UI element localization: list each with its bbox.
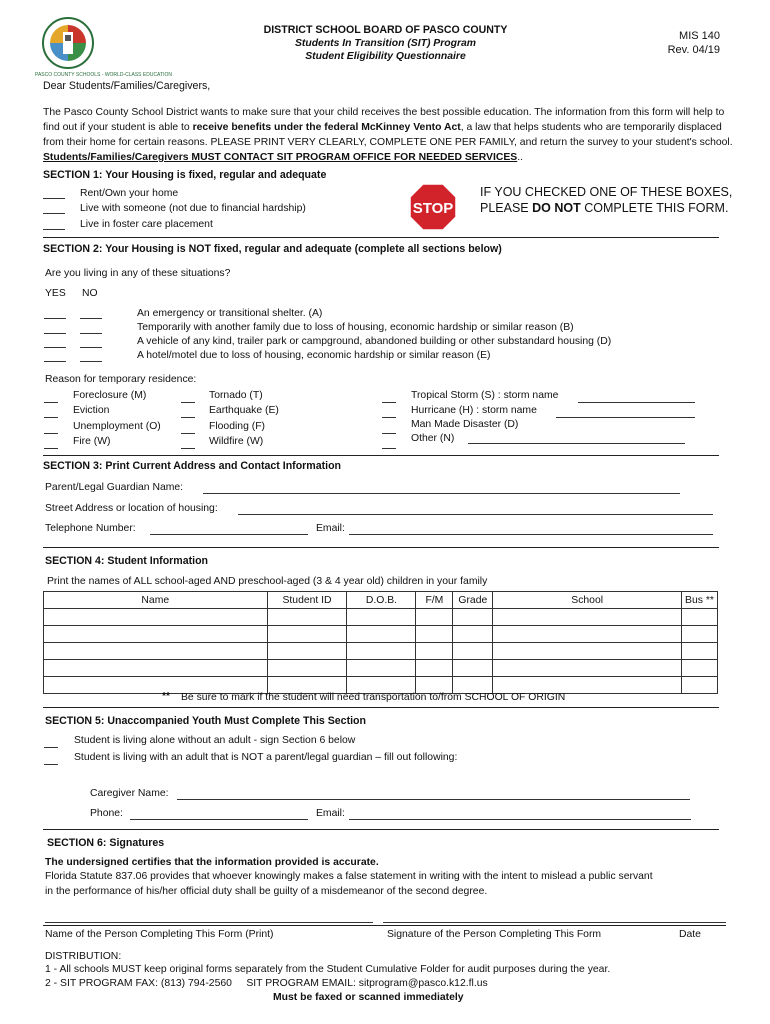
divider: [43, 707, 719, 708]
reason-checkbox[interactable]: [382, 448, 396, 449]
section5-checkbox[interactable]: [44, 764, 58, 765]
address-field[interactable]: [238, 514, 713, 515]
email-field[interactable]: [349, 534, 713, 535]
warning-line1: IF YOU CHECKED ONE OF THESE BOXES,: [480, 185, 733, 199]
storm-name-field[interactable]: [578, 402, 695, 403]
stop-sign-icon: [409, 183, 457, 231]
reason-item: Fire (W): [73, 436, 111, 447]
reason-checkbox[interactable]: [382, 417, 396, 418]
yes-checkbox[interactable]: [44, 347, 66, 348]
yes-checkbox[interactable]: [44, 361, 66, 362]
form-revision: Rev. 04/19: [667, 44, 720, 56]
reason-item: Other (N): [411, 433, 455, 444]
reason-item: Earthquake (E): [209, 405, 279, 416]
reason-checkbox[interactable]: [44, 433, 58, 434]
divider: [43, 455, 719, 456]
table-header-row: [44, 592, 718, 609]
section1-option: Live with someone (not due to financial hardship): [80, 203, 306, 214]
section1-checkbox[interactable]: [43, 213, 65, 214]
col-header: F/M: [416, 592, 453, 609]
reason-item: Eviction: [73, 405, 110, 416]
reason-checkbox[interactable]: [44, 417, 58, 418]
transport-note: Be sure to mark if the student will need transportation to/from SCHOOL OF ORIGIN: [181, 692, 566, 703]
no-checkbox[interactable]: [80, 318, 102, 319]
caregiver-label: Caregiver Name:: [90, 788, 169, 799]
reason-item: Tropical Storm (S) : storm name: [411, 390, 559, 401]
table-row[interactable]: [44, 643, 718, 660]
distribution-line2: 2 - SIT PROGRAM FAX: (813) 794-2560 SIT PROGRAM EMAIL: sitprogram@pasco.k12.fl.us: [45, 978, 488, 989]
divider: [43, 925, 726, 926]
situation-item: A hotel/motel due to loss of housing, economic hardship or similar reason (E): [137, 350, 491, 361]
caregiver-phone-label: Phone:: [90, 808, 123, 819]
statute-line2: in the performance of his/her official duty shall be guilty of a misdemeanor of the second degree.: [45, 886, 488, 897]
reason-checkbox[interactable]: [181, 402, 195, 403]
caregiver-name-field[interactable]: [177, 799, 690, 800]
caregiver-phone-field[interactable]: [130, 819, 308, 820]
reason-item: Tornado (T): [209, 390, 263, 401]
phone-label: Telephone Number:: [45, 523, 136, 534]
signature-label: Signature of the Person Completing This Form: [387, 929, 602, 940]
reason-label: Reason for temporary residence:: [45, 374, 197, 385]
warning-line2: PLEASE DO NOT COMPLETE THIS FORM.: [480, 201, 729, 215]
col-header: Grade: [453, 592, 493, 609]
distribution-title: DISTRIBUTION:: [45, 951, 122, 962]
yes-header: YES: [45, 288, 66, 299]
section1-option: Rent/Own your home: [80, 188, 179, 199]
date-label: Date: [679, 929, 701, 940]
district-logo: [42, 17, 94, 69]
student-table: [43, 591, 718, 694]
guardian-name-field[interactable]: [203, 493, 680, 494]
certify-statement: The undersigned certifies that the information provided is accurate.: [45, 857, 379, 868]
other-reason-field[interactable]: [468, 443, 685, 444]
situation-item: A vehicle of any kind, trailer park or campground, abandoned building or other substandard housing (D): [137, 336, 612, 347]
reason-item: Hurricane (H) : storm name: [411, 405, 537, 416]
form-subtitle: Student Eligibility Questionnaire: [305, 51, 466, 62]
stop-sign-label: STOP: [412, 200, 454, 217]
statute-line1: Florida Statute 837.06 provides that whoever knowingly makes a false statement in writing with the intent to mislead a public servant: [45, 871, 653, 882]
situation-item: An emergency or transitional shelter. (A): [137, 308, 323, 319]
section4-title: SECTION 4: Student Information: [45, 555, 209, 567]
section5-option: Student is living alone without an adult - sign Section 6 below: [74, 735, 356, 746]
logo-text: PASCO COUNTY SCHOOLS - WORLD-CLASS EDUCATION: [35, 72, 172, 78]
no-checkbox[interactable]: [80, 333, 102, 334]
reason-item: Man Made Disaster (D): [411, 419, 519, 430]
col-header: Bus **: [682, 592, 718, 609]
col-header: Student ID: [267, 592, 347, 609]
note-marker: **: [162, 691, 171, 702]
program-name: Students In Transition (SIT) Program: [294, 38, 477, 49]
reason-item: Flooding (F): [209, 421, 266, 432]
logo-emblem-icon: [44, 19, 92, 67]
yes-checkbox[interactable]: [44, 333, 66, 334]
section3-title: SECTION 3: Print Current Address and Contact Information: [43, 460, 342, 472]
section5-title: SECTION 5: Unaccompanied Youth Must Complete This Section: [45, 715, 366, 727]
guardian-label: Parent/Legal Guardian Name:: [45, 482, 184, 493]
section5-option: Student is living with an adult that is NOT a parent/legal guardian – fill out following:: [74, 752, 458, 763]
reason-checkbox[interactable]: [181, 417, 195, 418]
col-header: D.O.B.: [347, 592, 416, 609]
reason-checkbox[interactable]: [44, 448, 58, 449]
distribution-line1: 1 - All schools MUST keep original forms separately from the Student Cumulative Folder for audit purposes during the year.: [45, 964, 611, 975]
section2-question: Are you living in any of these situations?: [45, 268, 231, 279]
section1-title: SECTION 1: Your Housing is fixed, regular and adequate: [43, 169, 327, 181]
address-label: Street Address or location of housing:: [45, 503, 218, 514]
form-number: MIS 140: [679, 30, 720, 42]
table-row[interactable]: [44, 660, 718, 677]
divider: [43, 547, 719, 548]
col-header: School: [493, 592, 682, 609]
section1-checkbox[interactable]: [43, 198, 65, 199]
reason-item: Foreclosure (M): [73, 390, 147, 401]
table-row[interactable]: [44, 677, 718, 694]
intro-paragraph: The Pasco County School District wants to make sure that your child receives the best possible education. The information from this form will help to find out if your student is able to receive benefits under the federal McKinney Vento Act, a law that helps students who are temporarily displaced from their home for certain reasons. PLEASE PRINT VERY CLEARLY, COMPLETE ONE PER FAMILY, and return the survey to your student's school. Students/Families/Caregivers MUST CONTACT SIT PROGRAM OFFICE FOR NEEDED SERVICES..: [43, 107, 733, 163]
section5-checkbox[interactable]: [44, 747, 58, 748]
divider: [43, 829, 719, 830]
no-header: NO: [82, 288, 98, 299]
table-row[interactable]: [44, 626, 718, 643]
caregiver-email-field[interactable]: [349, 819, 691, 820]
reason-item: Wildfire (W): [209, 436, 264, 447]
section2-title: SECTION 2: Your Housing is NOT fixed, regular and adequate (complete all sections below): [43, 243, 502, 255]
phone-field[interactable]: [150, 534, 308, 535]
reason-checkbox[interactable]: [181, 448, 195, 449]
section6-title: SECTION 6: Signatures: [47, 837, 165, 849]
reason-checkbox[interactable]: [382, 402, 396, 403]
signature-field[interactable]: [383, 922, 726, 923]
section1-checkbox[interactable]: [43, 229, 65, 230]
reason-checkbox[interactable]: [44, 402, 58, 403]
divider: [43, 237, 719, 238]
distribution-line3: Must be faxed or scanned immediately: [273, 992, 464, 1003]
greeting: Dear Students/Families/Caregivers,: [43, 80, 211, 92]
reason-checkbox[interactable]: [181, 433, 195, 434]
email-label: Email:: [316, 523, 345, 534]
name-print-label: Name of the Person Completing This Form (Print): [45, 929, 274, 940]
section4-instruction: Print the names of ALL school-aged AND preschool-aged (3 & 4 year old) children in your family: [47, 576, 488, 587]
table-row[interactable]: [44, 609, 718, 626]
form-title: DISTRICT SCHOOL BOARD OF PASCO COUNTY: [263, 24, 508, 36]
no-checkbox[interactable]: [80, 361, 102, 362]
no-checkbox[interactable]: [80, 347, 102, 348]
col-header: Name: [44, 592, 268, 609]
caregiver-email-label: Email:: [316, 808, 345, 819]
reason-item: Unemployment (O): [73, 421, 161, 432]
reason-checkbox[interactable]: [382, 433, 396, 434]
print-name-field[interactable]: [45, 922, 373, 923]
hurricane-name-field[interactable]: [556, 417, 695, 418]
yes-checkbox[interactable]: [44, 318, 66, 319]
section1-option: Live in foster care placement: [80, 219, 213, 230]
situation-item: Temporarily with another family due to loss of housing, economic hardship or similar reason (B): [137, 322, 574, 333]
